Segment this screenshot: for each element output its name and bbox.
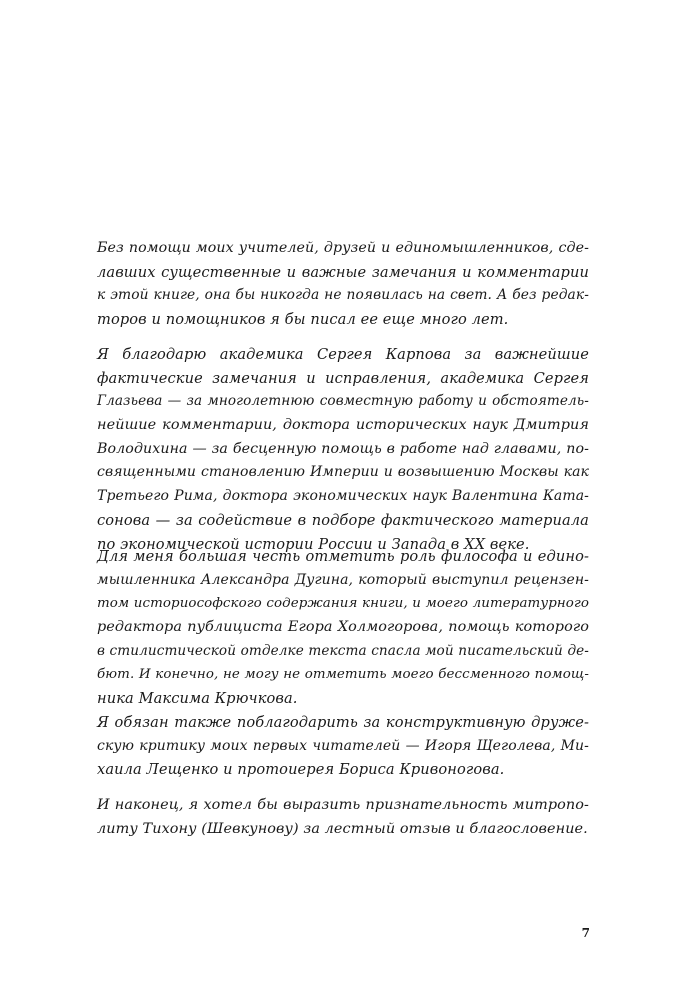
text-line: Без помощи моих учителей, друзей и единомышленников, сде-	[97, 240, 589, 256]
text-line: Глазьева — за многолетнюю совместную работу и обстоятель-	[97, 393, 589, 410]
paragraph-2	[97, 343, 589, 556]
paragraph-3	[97, 545, 589, 711]
text-line: Я благодарю академика Сергея Карпова за важнейшие	[97, 346, 589, 363]
text-line: Володихина — за бесценную помощь в работе над главами, по-	[97, 440, 589, 457]
text-line: в стилистической отделке текста спасла мой писательский де-	[97, 642, 589, 659]
page-number: 7	[581, 926, 590, 940]
text-line: по экономической истории России и Запада в XX веке.	[97, 535, 530, 553]
text-line: литу Тихону (Шевкунову) за лестный отзыв и благословение.	[97, 820, 588, 837]
text-line: ника Максима Крючкова.	[97, 690, 298, 708]
text-line: И наконец, я хотел бы выразить признательность митропо-	[97, 797, 589, 813]
text-line: священными становлению Империи и возвышению Москвы как	[97, 464, 589, 481]
text-line: к этой книге, она бы никогда не появилась на свет. А без редак-	[97, 287, 589, 304]
text-line: хаила Лещенко и протоиерея Бориса Кривоногова.	[97, 761, 505, 779]
text-line: Я обязан также поблагодарить за конструктивную друже-	[97, 714, 589, 731]
text-line: торов и помощников я бы писал ее еще много лет.	[97, 311, 509, 329]
text-line: сонова — за содействие в подборе фактического материала	[97, 511, 589, 529]
text-line: бют. И конечно, не могу не отметить моего бессменного помощ-	[97, 667, 589, 683]
text-line: скую критику моих первых читателей — Игоря Щеголева, Ми-	[97, 737, 589, 754]
text-line: редактора публициста Егора Холмогорова, помощь которого	[97, 619, 589, 636]
text-line: Третьего Рима, доктора экономических наук Валентина Ката-	[97, 488, 589, 505]
paragraph-1	[97, 237, 589, 332]
paragraph-4	[97, 711, 589, 782]
text-line: мышленника Александра Дугина, который выступил рецензен-	[97, 571, 589, 588]
text-line: лавших существенные и важные замечания и комментарии	[97, 263, 589, 281]
paragraph-5	[97, 794, 589, 841]
text-line: фактические замечания и исправления, академика Сергея	[97, 369, 589, 387]
text-line: том историософского содержания книги, и моего литературного	[97, 596, 589, 612]
text-line: нейшие комментарии, доктора исторических наук Дмитрия	[97, 417, 589, 434]
text-line: Для меня большая честь отметить роль философа и едино-	[97, 548, 589, 565]
